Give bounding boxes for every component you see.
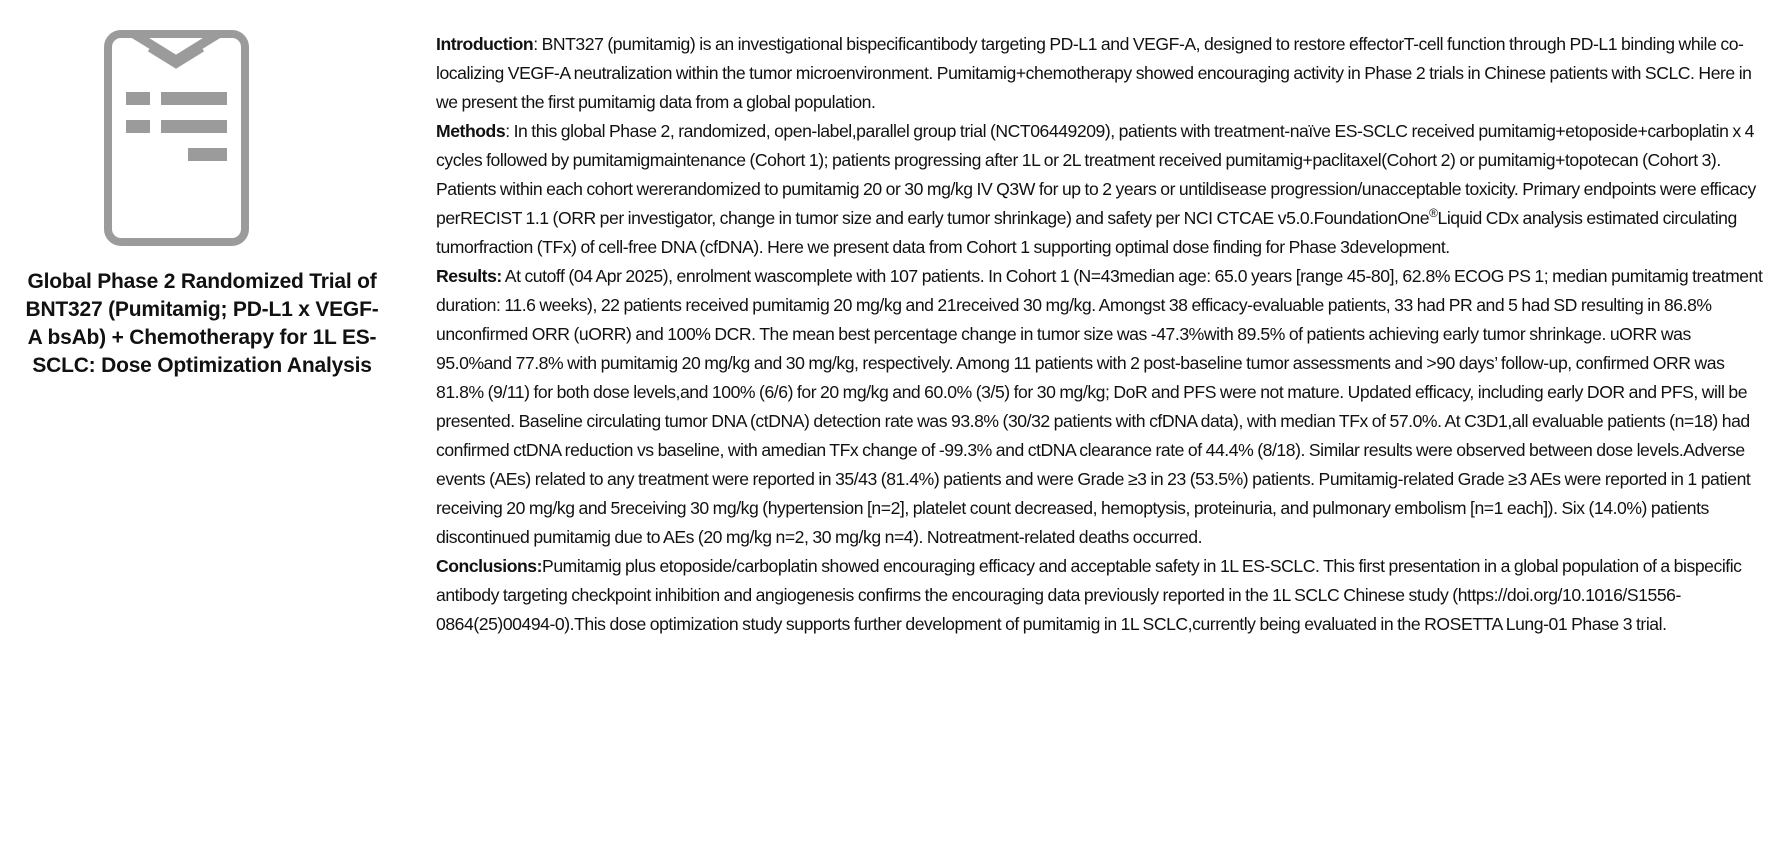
registered-mark: ® xyxy=(1429,206,1438,221)
poster-title: Global Phase 2 Randomized Trial of BNT327 (Pumitamig; PD-L1 x VEGF-A bsAb) + Chemotherapy for 1L ES-SCLC: Dose Optimization Analysis xyxy=(25,270,379,377)
document-list-icon xyxy=(104,30,249,246)
introduction-section xyxy=(436,30,1770,117)
conclusions-label: Conclusions: xyxy=(436,556,543,576)
methods-text-continued: Liquid CDx analysis estimated circulating tumorfraction (TFx) of cell-free DNA (cfDNA). Here we present data from Cohort 1 supporting optimal dose finding for Phase 3development. xyxy=(436,208,1737,257)
abstract-body xyxy=(436,30,1770,639)
poster-sidebar xyxy=(0,0,420,850)
methods-label: Methods xyxy=(436,121,506,141)
introduction-text: : BNT327 (pumitamig) is an investigational bispecificantibody targeting PD-L1 and VEGF-A, designed to restore effectorT-cell function through PD-L1 binding while co-localizing VEGF-A neutralization within the tumor microenvironment. Pumitamig+chemotherapy showed encouraging activity in Phase 2 trials in Chinese patients with SCLC. Here in we present the first pumitamig data from a global population. xyxy=(436,34,1752,112)
results-label: Results: xyxy=(436,266,502,286)
results-section xyxy=(436,262,1770,552)
introduction-label: Introduction xyxy=(436,34,534,54)
conclusions-section xyxy=(436,552,1770,639)
methods-section xyxy=(436,117,1770,262)
conclusions-text: Pumitamig plus etoposide/carboplatin showed encouraging efficacy and acceptable safety in 1L ES-SCLC. This first presentation in a global population of a bispecific antibody targeting checkpoint inhibition and angiogenesis confirms the encouraging data previously reported in the 1L SCLC Chinese study (https://doi.org/10.1016/S1556-0864(25)00494-0).This dose optimization study supports further development of pumitamig in 1L SCLC,currently being evaluated in the ROSETTA Lung-01 Phase 3 trial. xyxy=(436,556,1742,634)
methods-text: : In this global Phase 2, randomized, open-label,parallel group trial (NCT06449209), patients with treatment-naïve ES-SCLC received pumitamig+etoposide+carboplatin x 4 cycles followed by pumitamigmaintenance (Cohort 1); patients progressing after 1L or 2L treatment received pumitamig+paclitaxel(Cohort 2) or pumitamig+topotecan (Cohort 3). Patients within each cohort wererandomized to pumitamig 20 or 30 mg/kg IV Q3W for up to 2 years or untildisease progression/unacceptable toxicity. Primary endpoints were efficacy perRECIST 1.1 (ORR per investigator, change in tumor size and early tumor shrinkage) and safety per NCI CTCAE v5.0.FoundationOne xyxy=(436,121,1756,228)
results-text: At cutoff (04 Apr 2025), enrolment wascomplete with 107 patients. In Cohort 1 (N=43median age: 65.0 years [range 45-80], 62.8% ECOG PS 1; median pumitamig treatment duration: 11.6 weeks), 22 patients received pumitamig 20 mg/kg and 21received 30 mg/kg. Amongst 38 efficacy-evaluable patients, 33 had PR and 5 had SD resulting in 86.8% unconfirmed ORR (uORR) and 100% DCR. The mean best percentage change in tumor size was -47.3%with 89.5% of patients achieving early tumor shrinkage. uORR was 95.0%and 77.8% with pumitamig 20 mg/kg and 30 mg/kg, respectively. Among 11 patients with 2 post-baseline tumor assessments and >90 days’ follow-up, confirmed ORR was 81.8% (9/11) for both dose levels,and 100% (6/6) for 20 mg/kg and 60.0% (3/5) for 30 mg/kg; DoR and PFS were not mature. Updated efficacy, including early DOR and PFS, will be presented. Baseline circulating tumor DNA (ctDNA) detection rate was 93.8% (30/32 patients with cfDNA data), with median TFx of 57.0%. At C3D1,all evaluable patients (n=18) had confirmed ctDNA reduction vs baseline, with amedian TFx change of -99.3% and ctDNA clearance rate of 44.4% (8/18). Similar results were observed between dose levels.Adverse events (AEs) related to any treatment were reported in 35/43 (81.4%) patients and were Grade ≥3 in 23 (53.5%) patients. Pumitamig-related Grade ≥3 AEs were reported in 1 patient receiving 20 mg/kg and 5receiving 30 mg/kg (hypertension [n=2], platelet count decreased, hemoptysis, proteinuria, and pulmonary embolism [n=1 each]). Six (14.0%) patients discontinued pumitamig due to AEs (20 mg/kg n=2, 30 mg/kg n=4). Notreatment-related deaths occurred. xyxy=(436,266,1763,547)
